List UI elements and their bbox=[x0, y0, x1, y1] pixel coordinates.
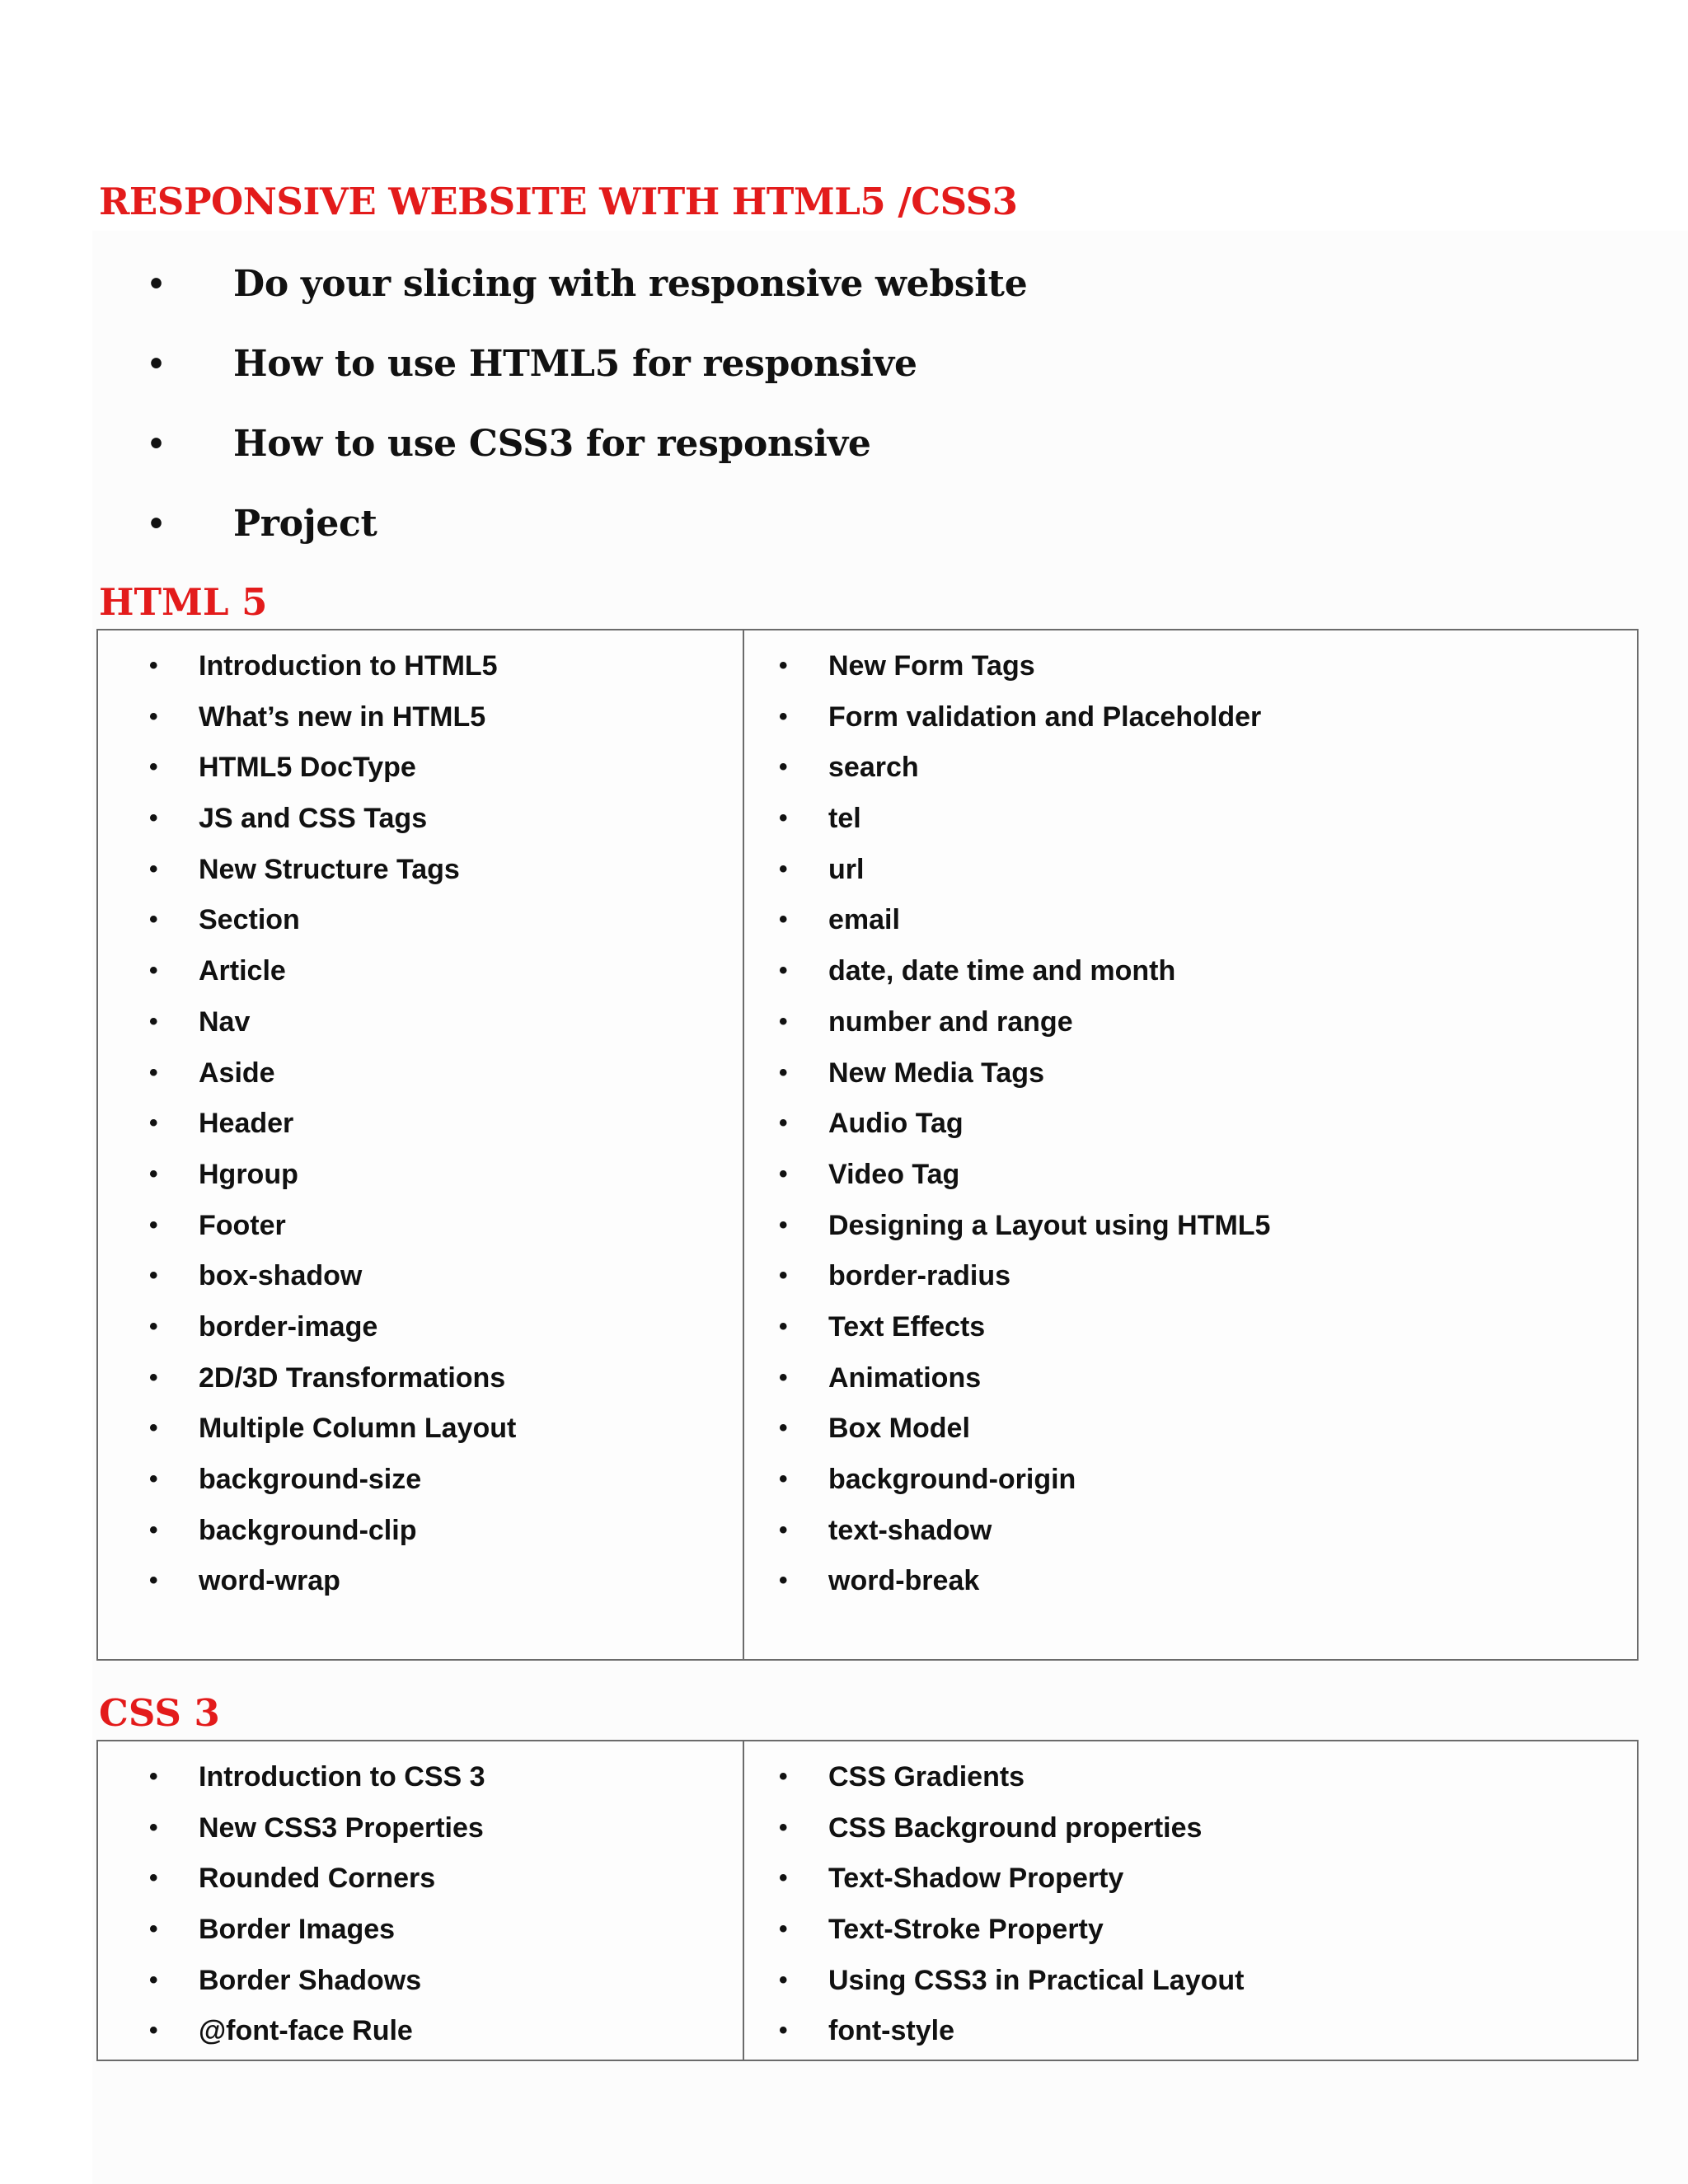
bullet-icon: • bbox=[779, 804, 788, 832]
bullet-icon: • bbox=[149, 1312, 158, 1340]
topic-item-text: background-size bbox=[199, 1464, 422, 1495]
bullet-icon: • bbox=[779, 1966, 788, 1994]
topic-item-text: font-style bbox=[828, 2015, 954, 2047]
topic-item-text: Footer bbox=[199, 1209, 286, 1241]
topic-item-text: Text-Shadow Property bbox=[828, 1863, 1124, 1895]
topic-item-text: word-break bbox=[828, 1565, 980, 1597]
bullet-icon: • bbox=[779, 2017, 788, 2045]
bullet-icon: • bbox=[147, 427, 166, 462]
topic-item-text: Introduction to HTML5 bbox=[199, 650, 498, 682]
topic-item-text: Header bbox=[199, 1108, 294, 1140]
topic-item-text: word-wrap bbox=[199, 1565, 340, 1597]
topic-item-text: Designing a Layout using HTML5 bbox=[828, 1209, 1271, 1241]
bullet-icon: • bbox=[149, 1465, 158, 1493]
bullet-icon: • bbox=[149, 753, 158, 781]
bullet-icon: • bbox=[779, 1262, 788, 1290]
bullet-icon: • bbox=[149, 1915, 158, 1943]
css3-left-column bbox=[98, 1741, 744, 2060]
bullet-icon: • bbox=[149, 1160, 158, 1188]
topic-item-text: Text-Stroke Property bbox=[828, 1914, 1104, 1946]
bullet-icon: • bbox=[779, 1211, 788, 1239]
bullet-icon: • bbox=[779, 1864, 788, 1892]
bullet-icon: • bbox=[779, 1109, 788, 1137]
intro-item-text: How to use HTML5 for responsive bbox=[233, 343, 917, 385]
topic-item-text: Border Images bbox=[199, 1914, 396, 1946]
topic-item-text: box-shadow bbox=[199, 1260, 363, 1292]
html5-right-column bbox=[744, 630, 1637, 1659]
bullet-icon: • bbox=[149, 1262, 158, 1290]
bullet-icon: • bbox=[149, 1109, 158, 1137]
bullet-icon: • bbox=[147, 347, 166, 382]
document-title: RESPONSIVE WEBSITE WITH HTML5 /CSS3 bbox=[99, 180, 1018, 223]
bullet-icon: • bbox=[149, 652, 158, 679]
bullet-icon: • bbox=[147, 267, 166, 302]
html5-left-column bbox=[98, 630, 744, 1659]
bullet-icon: • bbox=[779, 1465, 788, 1493]
topic-item-text: CSS Gradients bbox=[828, 1761, 1025, 1793]
bullet-icon: • bbox=[149, 1363, 158, 1391]
bullet-icon: • bbox=[779, 1414, 788, 1442]
bullet-icon: • bbox=[149, 702, 158, 730]
bullet-icon: • bbox=[779, 906, 788, 934]
topic-item-text: border-radius bbox=[828, 1260, 1011, 1292]
css3-heading: CSS 3 bbox=[99, 1691, 220, 1735]
topic-item-text: Nav bbox=[199, 1005, 251, 1038]
topic-item-text: CSS Background properties bbox=[828, 1811, 1203, 1844]
bullet-icon: • bbox=[149, 1763, 158, 1790]
topic-item-text: JS and CSS Tags bbox=[199, 803, 428, 835]
bullet-icon: • bbox=[147, 507, 166, 541]
bullet-icon: • bbox=[149, 1966, 158, 1994]
topic-item-text: Aside bbox=[199, 1057, 275, 1089]
bullet-icon: • bbox=[149, 1211, 158, 1239]
bullet-icon: • bbox=[149, 804, 158, 832]
bullet-icon: • bbox=[149, 1567, 158, 1595]
bullet-icon: • bbox=[779, 753, 788, 781]
topic-item-text: url bbox=[828, 853, 865, 885]
bullet-icon: • bbox=[779, 1312, 788, 1340]
topic-item-text: Rounded Corners bbox=[199, 1863, 436, 1895]
topic-item-text: New CSS3 Properties bbox=[199, 1811, 484, 1844]
topic-item-text: Hgroup bbox=[199, 1158, 298, 1190]
topic-item-text: New Structure Tags bbox=[199, 853, 460, 885]
bullet-icon: • bbox=[779, 1813, 788, 1841]
topic-item-text: HTML5 DocType bbox=[199, 752, 416, 784]
topic-item-text: Using CSS3 in Practical Layout bbox=[828, 1964, 1245, 1996]
bullet-icon: • bbox=[779, 1058, 788, 1086]
bullet-icon: • bbox=[779, 1363, 788, 1391]
intro-item-text: How to use CSS3 for responsive bbox=[233, 423, 871, 465]
topic-item-text: date, date time and month bbox=[828, 955, 1176, 987]
bullet-icon: • bbox=[779, 1567, 788, 1595]
css3-topic-table bbox=[96, 1740, 1639, 2061]
bullet-icon: • bbox=[149, 1007, 158, 1035]
topic-item-text: tel bbox=[828, 803, 861, 835]
bullet-icon: • bbox=[779, 1007, 788, 1035]
bullet-icon: • bbox=[149, 1414, 158, 1442]
bullet-icon: • bbox=[149, 1864, 158, 1892]
bullet-icon: • bbox=[779, 1516, 788, 1544]
bullet-icon: • bbox=[149, 2017, 158, 2045]
topic-item-text: New Form Tags bbox=[828, 650, 1035, 682]
topic-item-text: 2D/3D Transformations bbox=[199, 1361, 506, 1394]
topic-item-text: Article bbox=[199, 955, 286, 987]
html5-topic-table bbox=[96, 629, 1639, 1661]
html5-heading: HTML 5 bbox=[99, 580, 268, 624]
css3-right-column bbox=[744, 1741, 1637, 2060]
bullet-icon: • bbox=[779, 1763, 788, 1790]
bullet-icon: • bbox=[149, 1516, 158, 1544]
topic-item-text: @font-face Rule bbox=[199, 2015, 413, 2047]
bullet-icon: • bbox=[149, 855, 158, 883]
topic-item-text: What’s new in HTML5 bbox=[199, 701, 486, 733]
topic-item-text: background-origin bbox=[828, 1464, 1076, 1495]
topic-item-text: Border Shadows bbox=[199, 1964, 422, 1996]
intro-item-text: Do your slicing with responsive website bbox=[233, 263, 1028, 305]
topic-item-text: border-image bbox=[199, 1310, 378, 1343]
topic-item-text: number and range bbox=[828, 1005, 1073, 1038]
bullet-icon: • bbox=[779, 957, 788, 985]
bullet-icon: • bbox=[779, 1915, 788, 1943]
topic-item-text: background-clip bbox=[199, 1514, 417, 1546]
topic-item-text: Audio Tag bbox=[828, 1108, 964, 1140]
bullet-icon: • bbox=[149, 957, 158, 985]
intro-item-text: Project bbox=[233, 503, 377, 545]
bullet-icon: • bbox=[149, 906, 158, 934]
topic-item-text: Section bbox=[199, 904, 300, 936]
bullet-icon: • bbox=[779, 702, 788, 730]
bullet-icon: • bbox=[149, 1058, 158, 1086]
bullet-icon: • bbox=[779, 1160, 788, 1188]
topic-item-text: Box Model bbox=[828, 1413, 970, 1445]
topic-item-text: New Media Tags bbox=[828, 1057, 1044, 1089]
topic-item-text: text-shadow bbox=[828, 1514, 992, 1546]
topic-item-text: Text Effects bbox=[828, 1310, 986, 1343]
topic-item-text: Form validation and Placeholder bbox=[828, 701, 1262, 733]
bullet-icon: • bbox=[779, 855, 788, 883]
topic-item-text: Introduction to CSS 3 bbox=[199, 1761, 485, 1793]
bullet-icon: • bbox=[149, 1813, 158, 1841]
topic-item-text: email bbox=[828, 904, 900, 936]
bullet-icon: • bbox=[779, 652, 788, 679]
topic-item-text: Video Tag bbox=[828, 1158, 960, 1190]
topic-item-text: Animations bbox=[828, 1361, 982, 1394]
topic-item-text: search bbox=[828, 752, 919, 784]
topic-item-text: Multiple Column Layout bbox=[199, 1413, 517, 1445]
